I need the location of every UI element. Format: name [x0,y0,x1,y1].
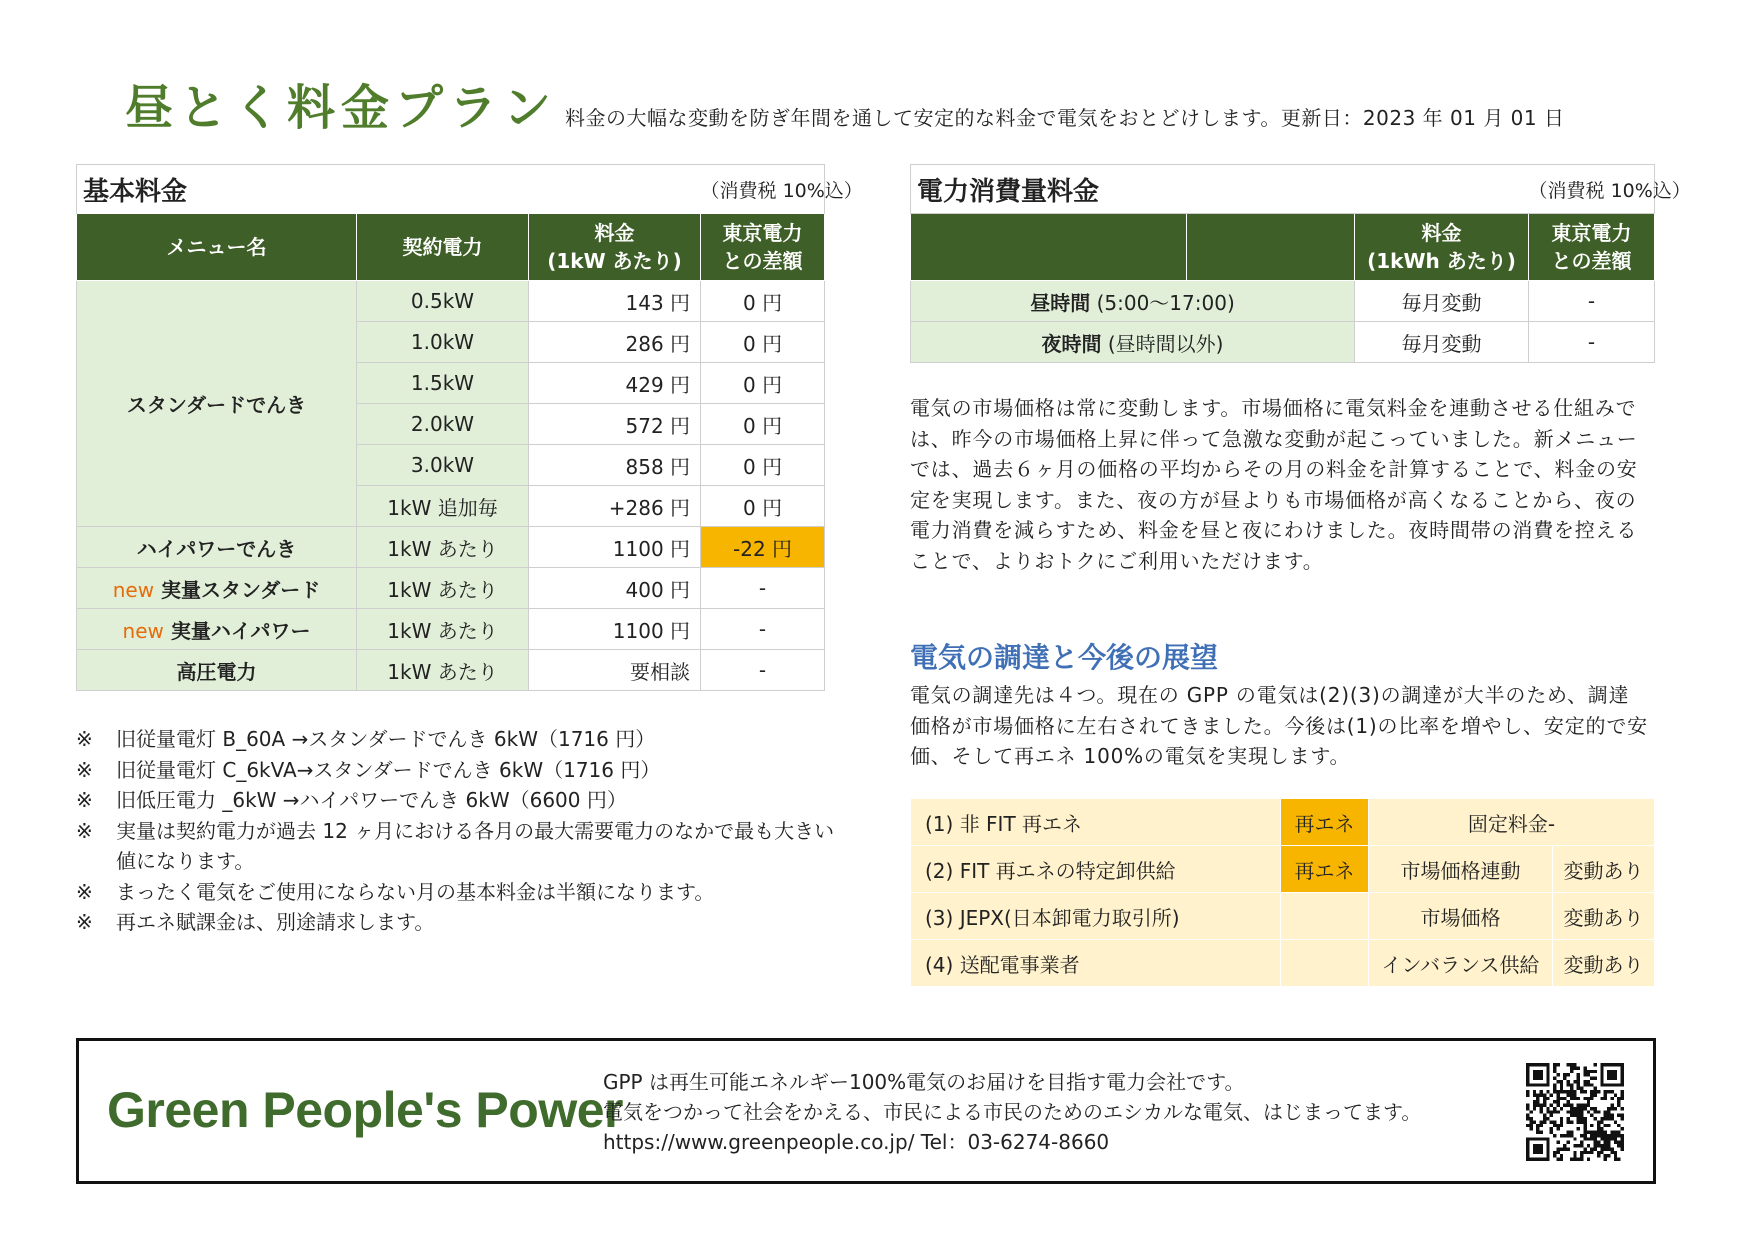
source-name: (1) 非 FIT 再エネ [911,799,1281,846]
footer-box [76,1038,1656,1184]
qr-code-icon[interactable] [1526,1063,1624,1161]
price-value: 1100 円 [529,609,701,650]
contract-power: 1kW あたり [357,609,529,650]
basic-fee-title: 基本料金 [77,165,701,214]
table-row [911,940,1655,987]
header-menu-name: メニュー名 [77,214,357,281]
price-type: 市場価格 [1369,893,1553,940]
price-value: 要相談 [529,650,701,691]
table-row [77,527,825,568]
procurement-title: 電気の調達と今後の展望 [910,641,1219,674]
time-band-hours: (5:00〜17:00) [1090,290,1235,315]
source-name: (4) 送配電事業者 [911,940,1281,987]
new-badge: new [112,577,155,602]
diff-value: 0 円 [701,322,825,363]
footer-line-1: GPP は再生可能エネルギー100%電気のお届けを目指す電力会社です。 [603,1070,1245,1094]
price-value: +286 円 [529,486,701,527]
time-band-label [911,322,1355,363]
usage-header-price: 料金 (1kWh あたり) [1355,214,1529,281]
contract-power: 1kW あたり [357,568,529,609]
table-row [911,799,1655,846]
note-item [76,877,846,908]
note-mark: ※ [76,727,93,751]
diff-value: 0 円 [701,486,825,527]
header-contract: 契約電力 [357,214,529,281]
menu-name-label: 高圧電力 [176,659,257,684]
price-type: インバランス供給 [1369,940,1553,987]
menu-name-label: 実量スタンダード [161,577,321,602]
menu-name [77,609,357,650]
page-subtitle: 料金の大幅な変動を防ぎ年間を通して安定的な料金で電気をおとどけします。更新日：2023 年 01 月 01 日 [565,106,1565,130]
note-item [76,816,846,877]
notes-list [76,724,846,938]
footer-text [603,1067,1421,1157]
menu-name [77,527,357,568]
price-change: 変動あり [1553,893,1655,940]
new-badge: new [122,618,164,643]
usage-price: 毎月変動 [1355,322,1529,363]
note-mark: ※ [76,879,93,904]
diff-value: 0 円 [701,445,825,486]
menu-name-label: ハイパワーでんき [136,536,297,561]
note-text: 旧従量電灯 B_60A →スタンダードでんき 6kW（1716 円） [116,727,656,751]
diff-value: - [701,609,825,650]
usage-fee-tax-note: （消費税 10%込） [1529,165,1655,214]
price-value: 858 円 [529,445,701,486]
table-row [77,609,825,650]
procurement-description: 電気の調達先は４つ。現在の GPP の電気は(2)(3)の調達が大半のため、調達価格が市場価格に左右されてきました。今後は(1)の比率を増やし、安定的で安価、そして再エネ 100%の電気を実現します。 [910,683,1648,768]
usage-header-blank-1 [911,214,1187,281]
page-title: 昼とく料金プラン [125,80,558,136]
time-band-hours: (昼時間以外) [1101,331,1224,356]
table-row [77,568,825,609]
note-item [76,724,846,755]
header-price: 料金 (1kW あたり) [529,214,701,281]
time-band-name: 夜時間 [1041,331,1102,356]
note-mark: ※ [76,788,93,812]
menu-name-standard: スタンダードでんき [77,281,357,527]
usage-fee-table [910,164,1691,363]
time-band-label [911,281,1355,322]
note-text: 旧従量電灯 C_6kVA→スタンダードでんき 6kW（1716 円） [116,757,661,782]
price-value: 429 円 [529,363,701,404]
menu-name [77,650,357,691]
price-type: 市場価格連動 [1369,846,1553,893]
renewable-tag: 再エネ [1281,799,1369,846]
price-value: 400 円 [529,568,701,609]
note-text: 旧低圧電力 _6kW →ハイパワーでんき 6kW（6600 円） [116,788,627,812]
time-band-name: 昼時間 [1030,290,1091,315]
note-item [76,755,846,786]
footer-contact[interactable]: https://www.greenpeople.co.jp/ Tel：03-6274-8660 [603,1130,1110,1154]
note-item [76,907,846,938]
price-change: 変動あり [1553,940,1655,987]
usage-description: 電気の市場価格は常に変動します。市場価格に電気料金を連動させる仕組みでは、昨今の市場価格上昇に伴って急激な変動が起こっていました。新メニューでは、過去６ヶ月の価格の平均からその月の料金を計算することで、料金の安定を実現します。また、夜の方が昼よりも市場価格が高くなることから、夜の電力消費を減らすため、料金を昼と夜にわけました。夜時間帯の消費を控えることで、よりおトクにご利用いただけます。 [910,396,1638,573]
contract-power: 0.5kW [357,281,529,322]
note-text: 実量は契約電力が過去 12 ヶ月における各月の最大需要電力のなかで最も大きい値になります。 [116,818,835,873]
diff-value: -22 円 [701,527,825,568]
basic-fee-tax-note: （消費税 10%込） [701,165,825,214]
diff-value: - [701,650,825,691]
contract-power: 3.0kW [357,445,529,486]
price-value: 143 円 [529,281,701,322]
basic-fee-table [76,164,863,691]
table-row [911,893,1655,940]
note-item [76,785,846,816]
note-text: まったく電気をご使用にならない月の基本料金は半額になります。 [116,879,715,904]
usage-diff: - [1529,322,1655,363]
usage-header-blank-2 [1187,214,1355,281]
usage-header-diff: 東京電力 との差額 [1529,214,1655,281]
table-row [911,281,1655,322]
note-mark: ※ [76,818,93,843]
diff-value: 0 円 [701,404,825,445]
footer-line-2: 電気をつかって社会をかえる、市民による市民のためのエシカルな電気、はじまってます。 [603,1100,1422,1124]
usage-price: 毎月変動 [1355,281,1529,322]
usage-fee-title: 電力消費量料金 [911,165,1529,214]
price-value: 572 円 [529,404,701,445]
price-change: 変動あり [1553,846,1655,893]
menu-name [77,568,357,609]
contract-power: 1.5kW [357,363,529,404]
price-type: 固定料金- [1369,799,1655,846]
contract-power: 2.0kW [357,404,529,445]
source-name: (3) JEPX(日本卸電力取引所) [911,893,1281,940]
brand-logo: Green People's Power [107,1082,623,1138]
diff-value: 0 円 [701,281,825,322]
header-diff: 東京電力 との差額 [701,214,825,281]
price-value: 286 円 [529,322,701,363]
procurement-table [910,798,1655,987]
note-mark: ※ [76,910,93,934]
usage-diff: - [1529,281,1655,322]
source-name: (2) FIT 再エネの特定卸供給 [911,846,1281,893]
table-row [911,322,1655,363]
note-text: 再エネ賦課金は、別途請求します。 [116,910,435,934]
table-row [77,650,825,691]
renewable-tag [1281,940,1369,987]
contract-power: 1kW あたり [357,650,529,691]
renewable-tag [1281,893,1369,940]
contract-power: 1.0kW [357,322,529,363]
table-row [911,846,1655,893]
menu-name-label: 実量ハイパワー [170,618,311,643]
diff-value: - [701,568,825,609]
diff-value: 0 円 [701,363,825,404]
table-row [77,281,825,322]
price-value: 1100 円 [529,527,701,568]
note-mark: ※ [76,757,93,782]
contract-power: 1kW 追加毎 [357,486,529,527]
contract-power: 1kW あたり [357,527,529,568]
renewable-tag: 再エネ [1281,846,1369,893]
